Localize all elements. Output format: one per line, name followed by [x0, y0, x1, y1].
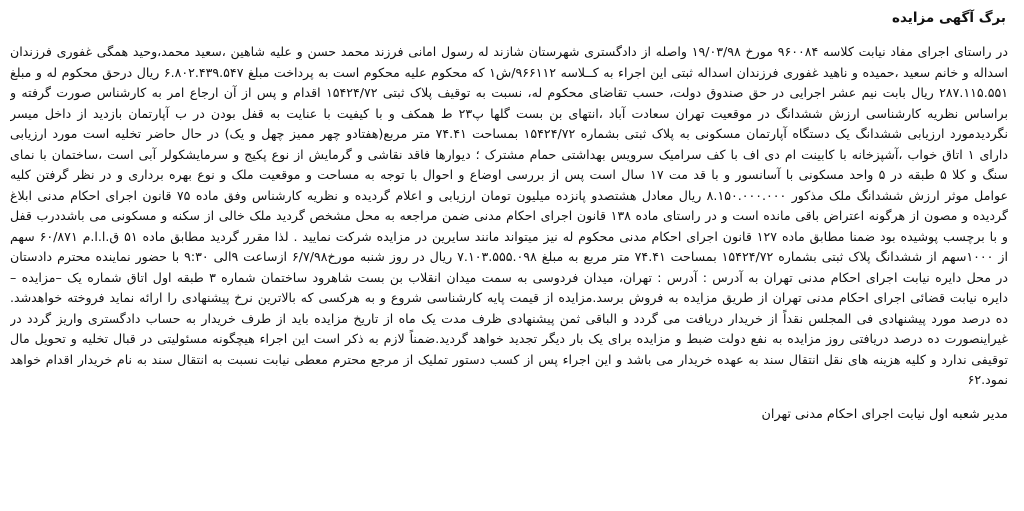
notice-signature: مدیر شعبه اول نیابت اجرای احکام مدنی تهران	[761, 406, 1008, 422]
notice-title: برگ آگهی مزایده	[892, 10, 1006, 26]
notice-body: در راستای اجرای مفاد نیابت کلاسه ۹۶۰۰۸۴ مورخ ۱۹/۰۳/۹۸ واصله از دادگستری شهرستان شازند له رسول امانی فرزند محمد حسن و علیه شاهین ،سعید محمد،وحید همگی غفوری فرزندان اسداله و خانم سعید ،حمیده و ناهید غفوری فرزندان اسداله ثبتی این اجراء به کــلاسه ۹۶۶۱۱۲/ش۱ که محکوم علیه محکوم است به پرداخت مبلغ ۶.۸۰۲.۴۳۹.۵۴۷ ریال درحق محکوم له و مبلغ ۲۸۷.۱۱۵.۵۵۱ ریال بابت نیم عشر اجرایی در حق صندوق دولت، حسب تقاضای محکوم له، نسبت به توقیف پلاک ثبتی ۱۵۴۲۴/۷۲ اقدام و پس از آن ارجاع امر به کارشناس صورت گرفته و براساس نظریه کارشناسی ارزش ششدانگ در موقعیت تهران سعادت آباد ،انتهای بن بست گلها پ۲۳ ط همکف و با کیفیت با عنایت به قفل بودن در ب آپارتمان بازدید از داخل میسر نگردیدمورد ارزیابی ششدانگ یک دستگاه آپارتمان مسکونی به پلاک ثبتی بشماره ۱۵۴۲۴/۷۲ بمساحت ۷۴.۴۱ متر مربع(هفتادو چهر ممیز چهل و یک) در حال حاضر تخلیه است مورد ارزیابی دارای ۱ اتاق خواب ،آشپزخانه با کابینت ام دی اف با کف سرامیک سرویس بهداشتی حمام مشترک ؛ دیوارها فاقد نقاشی و گرمایش از نوع پکیج و سرمایشکولر آبی است ،ساختمان با نمای سنگ و کلا ۵ طبقه در ۵ واحد مسکونی با آسانسور و با قد مت ۱۷ سال است پس از بررسی اوضاع و احوال با توجه به مساحت و موقعیت ملک و نوع بهره برداری و در نظر گرفتن کلیه عوامل موثر ارزش ششدانگ ملک مذکور ۸.۱۵۰.۰۰۰.۰۰۰ ریال معادل هشتصدو پانزده میلیون تومان ارزیابی و اعلام گردیده و نظریه کارشناس وفق ماده ۷۵ قانون اجرای احکام مدنی ابلاغ گردیده و مصون از هرگونه اعتراض باقی مانده است و در راستای ماده ۱۳۸ قانون اجرای احکام مدنی ضمن مراجعه به محل مشخص گردید ملک خالی از سکنه و مسکونی می باشددرب قفل و با برچسب پوشیده بود ضمنا مطابق ماده ۱۲۷ قانون اجرای احکام مدنی محکوم له نیز میتواند مانند سایرین در مزایده شرکت نمایید . لذا مقرر گردید مطابق ماده ۵۱ ق.ا.ا.م ۶۰/۸۷۱ سهم از ۱۰۰۰سهم از ششدانگ پلاک ثبتی بشماره ۱۵۴۲۴/۷۲ بمساحت ۷۴.۴۱ متر مربع به مبلغ ۷.۱۰۳.۵۵۵.۰۹۸ ریال در روز شنبه مورخ۶/۷/۹۸ ازساعت ۹الی ۹:۳۰ با حضور نماینده محترم دادستان در محل دایره نیابت اجرای احکام مدنی تهران به آدرس : آدرس : تهران، میدان فردوسی به سمت میدان انقلاب بن بست شاهرود ساختمان شماره ۳ طبقه اول اتاق شماره یک –مزایده – دایره نیابت قضائی اجرای احکام مدنی تهران از طریق مزایده به فروش برسد.مزایده از قیمت پایه کارشناسی شروع و به هرکسی که بالاترین نرخ پیشنهادی را ارائه نماید فروخته خواهدشد. ده درصد مورد پیشنهادی فی المجلس نقداً از خریدار دریافت می گردد و الباقی ثمن پیشنهادی ظرف مدت یک ماه از تاریخ مزایده باید از طرف خریدار به حساب دادگستری واریز گردد در غیراینصورت ده درصد دریافتی روز مزایده به نفع دولت ضبط و مزایده برای یک بار دیگر تجدید خواهد گردید.ضمناً لازم به ذکر است این اجراء هیچگونه مسئولیتی در قبال تخلیه و تحویل مال توقیفی ندارد و کلیه هزینه های نقل انتقال سند به عهده خریدار می باشد و این اجراء پس از کسب دستور تملیک از مرجع محترم معطی نیابت نسبت به انتقال سند به نام خریدار اقدام خواهد نمود.۶۲	[10, 44, 1009, 387]
auction-notice	[10, 8, 1014, 503]
